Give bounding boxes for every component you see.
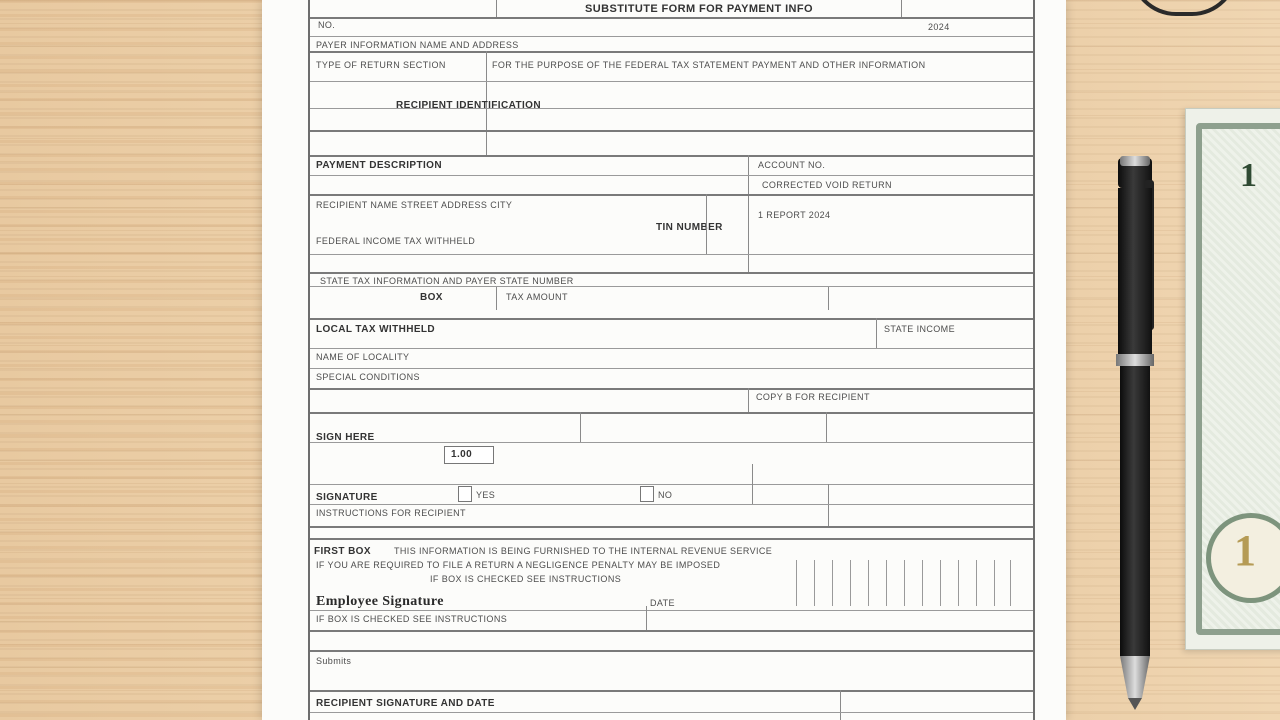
header-code-right: 2024 [928, 22, 950, 32]
tax-amount-label: TAX AMOUNT [506, 292, 568, 302]
checkbox-a[interactable] [458, 486, 472, 502]
payment-description-label: PAYMENT DESCRIPTION [316, 160, 442, 171]
payer-info-label: PAYER INFORMATION NAME AND ADDRESS [316, 40, 519, 50]
header-code-left: NO. [318, 20, 336, 30]
locality-name-label: NAME OF LOCALITY [316, 352, 410, 362]
sign-here-label: SIGN HERE [316, 432, 375, 443]
recipient-address-label: RECIPIENT NAME STREET ADDRESS CITY [316, 200, 513, 210]
signature-title: Employee Signature [316, 594, 444, 609]
signature-date-label: DATE [650, 598, 675, 608]
checked-box-text: IF BOX IS CHECKED SEE INSTRUCTIONS [430, 574, 622, 584]
state-tax-label: STATE TAX INFORMATION AND PAYER STATE NUMBER [320, 276, 574, 286]
pen [1112, 150, 1164, 720]
form-title: SUBSTITUTE FORM FOR PAYMENT INFO [496, 0, 902, 19]
tin-number-label: TIN NUMBER [656, 222, 723, 233]
checkbox-a-label: YES [476, 490, 496, 500]
negligence-text: IF YOU ARE REQUIRED TO FILE A RETURN A NEGLIGENCE PENALTY MAY BE IMPOSED [316, 560, 721, 570]
recipient-signature-label: RECIPIENT SIGNATURE AND DATE [316, 698, 495, 709]
special-conditions-label: SPECIAL CONDITIONS [316, 372, 420, 382]
checkbox-b-label: NO [658, 490, 673, 500]
state-income-label: STATE INCOME [884, 324, 955, 334]
federal-tax-withheld-label: FEDERAL INCOME TAX WITHHELD [316, 236, 476, 246]
amount-box[interactable]: 1.00 [444, 446, 494, 464]
banknote-corner-value: 1 [1240, 157, 1257, 194]
copy-b-label: COPY B FOR RECIPIENT [756, 392, 870, 402]
first-box-label: FIRST BOX [314, 546, 371, 557]
tax-form-paper [262, 0, 1066, 720]
recipient-instructions-label: INSTRUCTIONS FOR RECIPIENT [316, 508, 466, 518]
eyeglasses [1130, 0, 1238, 16]
account-number-label: ACCOUNT NO. [758, 160, 826, 170]
federal-statement-note: FOR THE PURPOSE OF THE FEDERAL TAX STATEMENT PAYMENT AND OTHER INFORMATION [492, 60, 926, 70]
banknote-seal-value: 1 [1234, 526, 1256, 575]
box-label: BOX [420, 292, 443, 303]
tax-form [308, 0, 1035, 720]
return-type-label: TYPE OF RETURN SECTION [316, 60, 446, 70]
submits-label: Submits [316, 656, 352, 666]
local-tax-label: LOCAL TAX WITHHELD [316, 324, 436, 335]
irs-notice-text: THIS INFORMATION IS BEING FURNISHED TO THE INTERNAL REVENUE SERVICE [394, 546, 773, 556]
report-year: 1 REPORT 2024 [758, 210, 831, 220]
recipient-id-label: RECIPIENT IDENTIFICATION [396, 100, 541, 111]
checkbox-b[interactable] [640, 486, 654, 502]
signature-label: SIGNATURE [316, 492, 378, 503]
box-checked-note: IF BOX IS CHECKED SEE INSTRUCTIONS [316, 614, 508, 624]
corrected-void-label: CORRECTED VOID RETURN [762, 180, 892, 190]
banknote [1185, 108, 1280, 650]
desk-surface [0, 0, 262, 720]
